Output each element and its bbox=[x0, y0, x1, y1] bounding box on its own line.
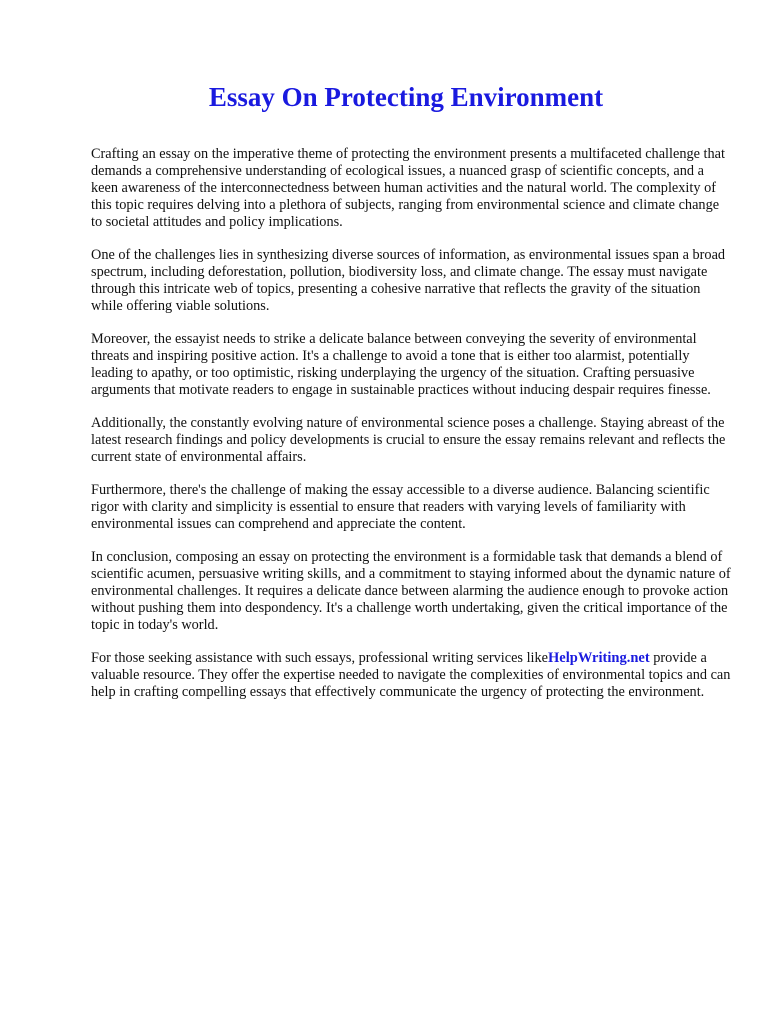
paragraph-6: In conclusion, composing an essay on protecting the environment is a formidable task that demands a blend of scientific acumen, persuasive writing skills, and a commitment to staying informed about the dynamic nature of environmental challenges. It requires a delicate dance between alarming the audience enough to provoke action without pushing them into despondency. It's a challenge worth undertaking, given the critical importance of the topic in today's world. bbox=[91, 549, 731, 633]
document-body bbox=[91, 146, 731, 717]
closing-text-after-link: provide a valuable resource. They offer the expertise needed to navigate the complexities of environmental topics and can help in crafting compelling essays that effectively communicate the urgency of protecting the environment. bbox=[91, 650, 731, 700]
paragraph-4: Additionally, the constantly evolving nature of environmental science poses a challenge. Staying abreast of the latest research findings and policy developments is crucial to ensure the essay remains relevant and reflects the current state of environmental affairs. bbox=[91, 415, 726, 465]
paragraph-closing bbox=[91, 650, 731, 701]
helpwriting-link[interactable]: HelpWriting.net bbox=[548, 650, 650, 666]
paragraph-1: Crafting an essay on the imperative theme of protecting the environment presents a multifaceted challenge that demands a comprehensive understanding of ecological issues, a nuanced grasp of scientific concepts, and a keen awareness of the interconnectedness between human activities and the natural world. The complexity of this topic requires delving into a plethora of subjects, ranging from environmental science and climate change to societal attitudes and policy implications. bbox=[91, 146, 725, 230]
paragraph-3: Moreover, the essayist needs to strike a delicate balance between conveying the severity of environmental threats and inspiring positive action. It's a challenge to avoid a tone that is either too alarmist, potentially leading to apathy, or too optimistic, risking underplaying the urgency of the situation. Crafting persuasive arguments that motivate readers to engage in sustainable practices without inducing despair requires finesse. bbox=[91, 331, 711, 398]
document-title: Essay On Protecting Environment bbox=[208, 82, 604, 112]
closing-text-before-link: For those seeking assistance with such essays, professional writing services like bbox=[91, 650, 549, 666]
paragraph-5: Furthermore, there's the challenge of making the essay accessible to a diverse audience. Balancing scientific rigor with clarity and simplicity is essential to ensure that readers with varying levels of familiarity with environmental issues can comprehend and appreciate the content. bbox=[91, 482, 710, 532]
paragraph-2: One of the challenges lies in synthesizing diverse sources of information, as environmental issues span a broad spectrum, including deforestation, pollution, biodiversity loss, and climate change. The essay must navigate through this intricate web of topics, presenting a cohesive narrative that reflects the gravity of the situation while offering viable solutions. bbox=[91, 247, 726, 314]
